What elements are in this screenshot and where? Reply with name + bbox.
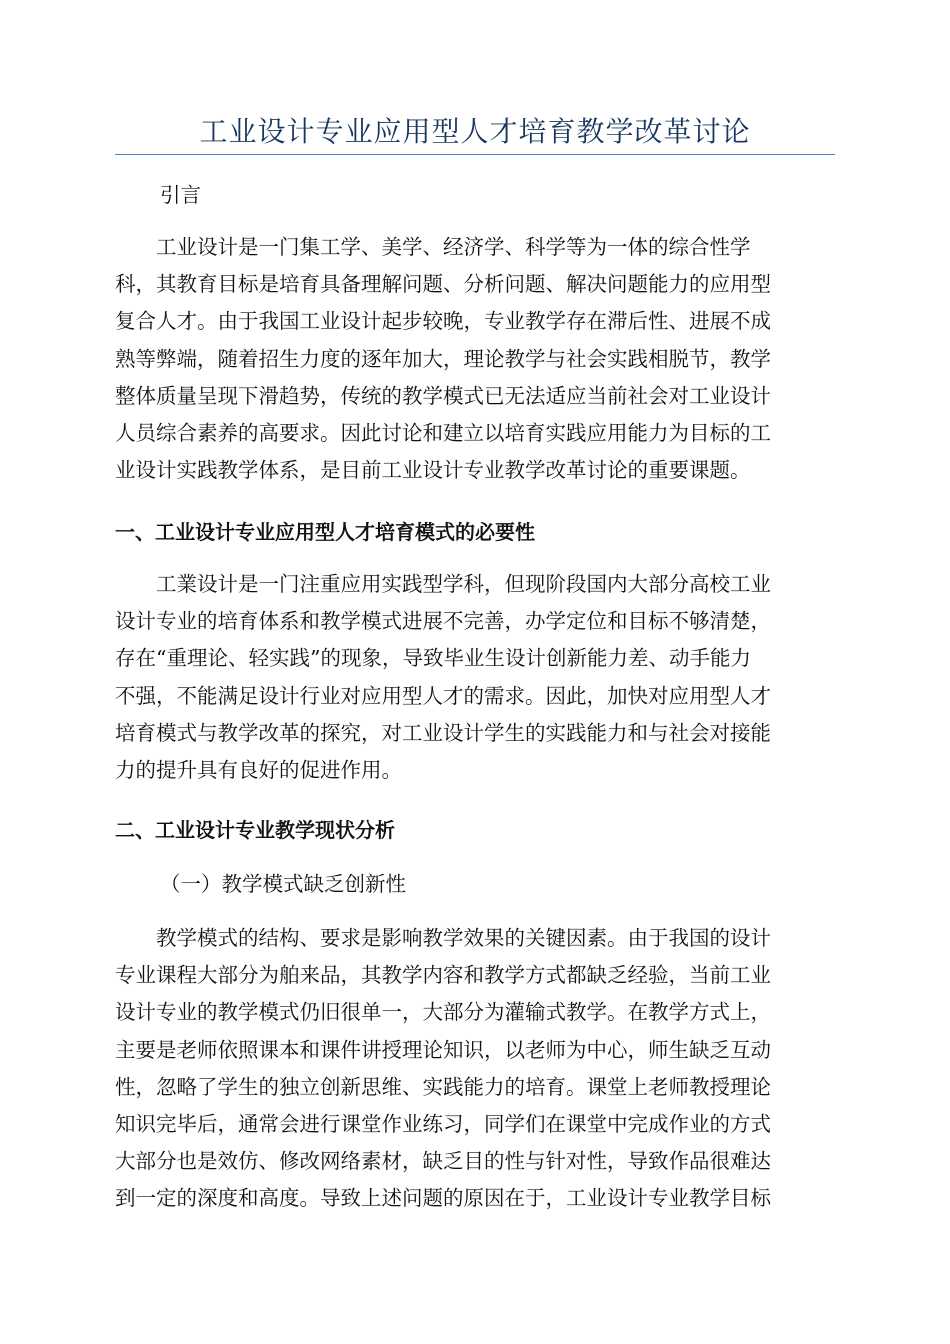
paragraph-line: 主要是老师依照课本和课件讲授理论知识，以老师为中心，师生缺乏互动 — [115, 1037, 771, 1062]
paragraph-line: 教学模式的结构、要求是影响教学效果的关键因素。由于我国的设计 — [156, 926, 771, 950]
intro-label: 引言 — [160, 183, 201, 207]
paragraph-line: 设计专业的教学模式仍旧很单一，大部分为灌输式教学。在教学方式上， — [115, 1000, 771, 1025]
paragraph-line: 到一定的深度和高度。导致上述问题的原因在于，工业设计专业教学目标 — [115, 1186, 771, 1211]
page-title: 工业设计专业应用型人才培育教学改革讨论 — [199, 115, 751, 148]
paragraph-line: 设计专业的培育体系和教学模式进展不完善，办学定位和目标不够清楚， — [115, 609, 771, 634]
paragraph-line: 熟等弊端，随着招生力度的逐年加大，理论教学与社会实践相脱节，教学 — [115, 346, 771, 371]
subsection-heading: （一）教学模式缺乏创新性 — [160, 872, 406, 896]
section-heading-1: 一、工业设计专业应用型人才培育模式的必要性 — [115, 520, 535, 544]
intro-paragraph — [115, 229, 835, 489]
section1-paragraph — [115, 566, 835, 789]
paragraph-line: 专业课程大部分为舶来品，其教学内容和教学方式都缺乏经验，当前工业 — [115, 963, 771, 988]
paragraph-line: 业设计实践教学体系，是目前工业设计专业教学改革讨论的重要课题。 — [115, 458, 751, 483]
section2-paragraph — [115, 920, 835, 1218]
paragraph-line: 工业设计是一门集工学、美学、经济学、科学等为一体的综合性学 — [156, 235, 751, 259]
paragraph-line: 大部分也是效仿、修改网络素材，缺乏目的性与针对性，导致作品很难达 — [115, 1149, 771, 1174]
paragraph-line: 科，其教育目标是培育具备理解问题、分析问题、解决问题能力的应用型 — [115, 272, 771, 297]
paragraph-line: 整体质量呈现下滑趋势，传统的教学模式已无法适应当前社会对工业设计 — [115, 383, 771, 408]
paragraph-line: 知识完毕后，通常会进行课堂作业练习，同学们在课堂中完成作业的方式 — [115, 1112, 771, 1137]
paragraph-line: 力的提升具有良好的促进作用。 — [115, 758, 402, 783]
section-heading-2: 二、工业设计专业教学现状分析 — [115, 818, 395, 842]
paragraph-line: 不强，不能满足设计行业对应用型人才的需求。因此，加快对应用型人才 — [115, 683, 771, 708]
title-underline — [115, 154, 835, 155]
paragraph-line: 存在“重理论、轻实践”的现象，导致毕业生设计创新能力差、动手能力 — [115, 646, 751, 671]
paragraph-line: 人员综合素养的高要求。因此讨论和建立以培育实践应用能力为目标的工 — [115, 421, 771, 446]
paragraph-line: 工業设计是一门注重应用实践型学科，但现阶段国内大部分高校工业 — [156, 572, 771, 596]
paragraph-line: 复合人才。由于我国工业设计起步较晚，专业教学存在滞后性、进展不成 — [115, 309, 771, 334]
paragraph-line: 性，忽略了学生的独立创新思维、实践能力的培育。课堂上老师教授理论 — [115, 1074, 771, 1099]
paragraph-line: 培育模式与教学改革的探究，对工业设计学生的实践能力和与社会对接能 — [115, 720, 771, 745]
